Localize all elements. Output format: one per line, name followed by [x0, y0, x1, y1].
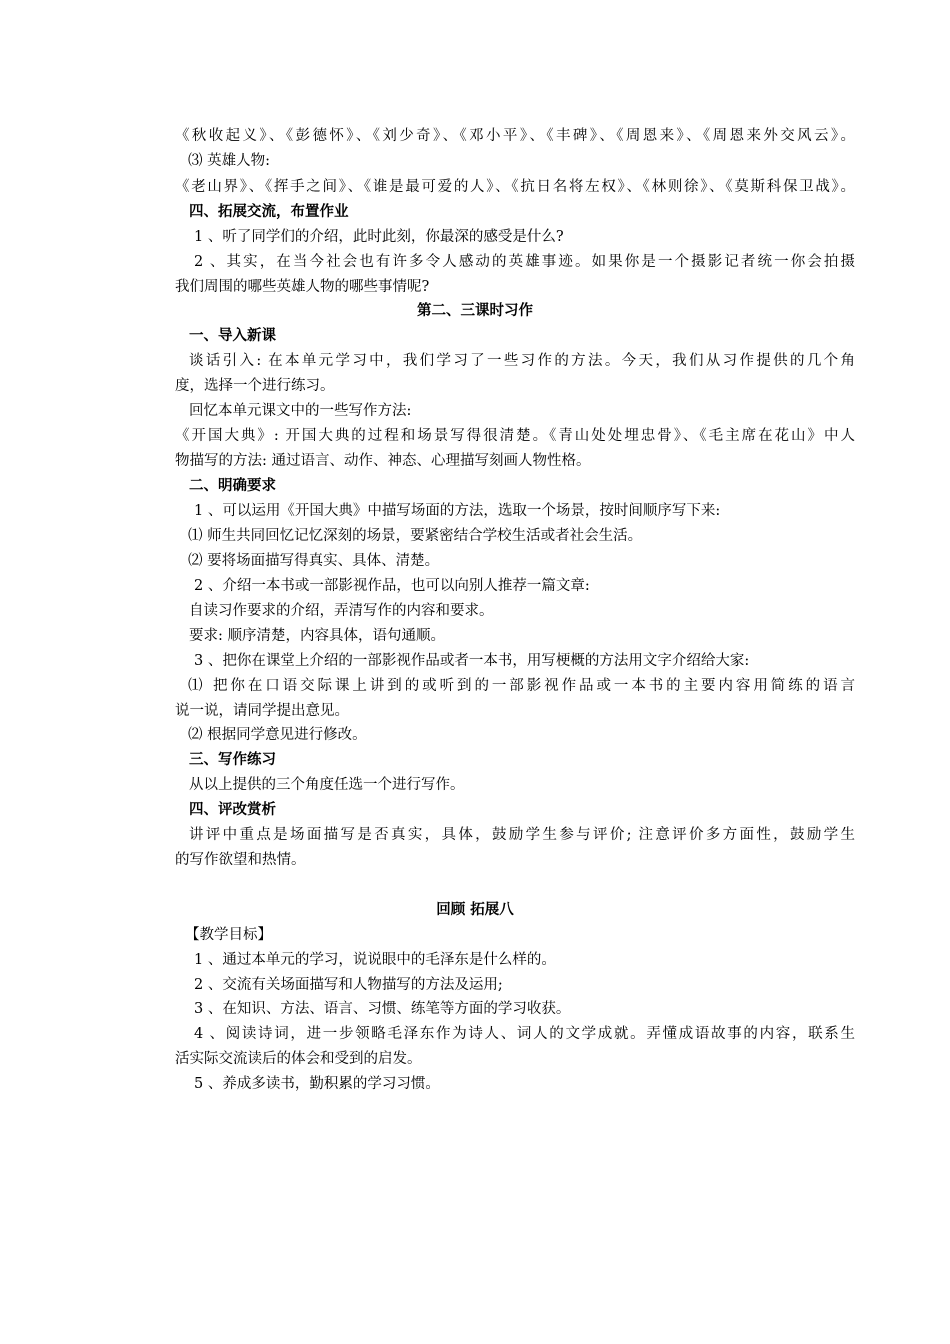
- paragraph: 说一说，请同学提出意见。: [175, 703, 349, 719]
- goal-item: 5 、养成多读书，勤积累的学习习惯。: [194, 1076, 440, 1092]
- paragraph: ⑴ 把你在口语交际课上讲到的或听到的一部影视作品或一本书的主要内容用简练的语言: [188, 678, 855, 694]
- section-heading: 四、拓展交流，布置作业: [189, 203, 349, 220]
- book-list-line: 《秋收起义》、《彭德怀》、《刘少奇》、《邓小平》、《丰碑》、《周恩来》、《周恩来外交风云》。: [175, 128, 855, 144]
- paragraph: 从以上提供的三个角度任选一个进行写作。: [189, 777, 465, 793]
- paragraph: ⑵ 根据同学意见进行修改。: [188, 727, 367, 743]
- lesson-title: 第二、三课时习作: [417, 302, 533, 319]
- goal-item: 3 、在知识、方法、语言、习惯、练笔等方面的学习收获。: [194, 1001, 571, 1017]
- paragraph: 谈话引入: 在本单元学习中，我们学习了一些习作的方法。今天，我们从习作提供的几个角: [189, 353, 855, 369]
- paragraph: 的写作欲望和热情。: [175, 852, 306, 868]
- goal-item: 活实际交流读后的体会和受到的启发。: [175, 1051, 422, 1067]
- paragraph: 1 、听了同学们的介绍，此时此刻，你最深的感受是什么?: [194, 229, 564, 245]
- section-heading: 三、写作练习: [189, 751, 276, 768]
- goal-item: 2 、交流有关场面描写和人物描写的方法及运用;: [194, 977, 503, 993]
- section-heading: 二、明确要求: [189, 477, 276, 494]
- goals-label: 【教学目标】: [185, 927, 272, 943]
- goal-item: 1 、通过本单元的学习，说说眼中的毛泽东是什么样的。: [194, 952, 556, 968]
- paragraph: 讲评中重点是场面描写是否真实，具体，鼓励学生参与评价; 注意评价多方面性，鼓励学生: [189, 827, 855, 843]
- book-list-line: 《老山界》、《挥手之间》、《谁是最可爱的人》、《抗日名将左权》、《林则徐》、《莫斯科保卫战》。: [175, 179, 855, 195]
- paragraph: ⑴ 师生共同回忆记忆深刻的场景，要紧密结合学校生活或者社会生活。: [188, 528, 643, 544]
- paragraph: 2 、其实，在当今社会也有许多令人感动的英雄事迹。如果你是一个摄影记者统一你会拍摄: [194, 254, 855, 270]
- paragraph: 要求: 顺序清楚，内容具体，语句通顺。: [189, 628, 445, 644]
- section-heading: 四、评改赏析: [189, 801, 276, 818]
- paragraph: ⑵ 要将场面描写得真实、具体、清楚。: [188, 553, 440, 569]
- paragraph: 3 、把你在课堂上介绍的一部影视作品或者一本书，用写梗概的方法用文字介绍给大家:: [194, 653, 750, 669]
- section-heading: 一、导入新课: [189, 327, 276, 344]
- paragraph: 2 、介绍一本书或一部影视作品，也可以向别人推荐一篇文章:: [194, 578, 590, 594]
- goal-item: 4 、阅读诗词，进一步领略毛泽东作为诗人、词人的文学成就。弄懂成语故事的内容，联系生: [194, 1026, 855, 1042]
- paragraph: 回忆本单元课文中的一些写作方法:: [189, 403, 412, 419]
- paragraph: 度，选择一个进行练习。: [175, 378, 335, 394]
- paragraph: 1 、可以运用《开国大典》中描写场面的方法，选取一个场景，按时间顺序写下来:: [194, 503, 721, 519]
- paragraph: 《开国大典》: 开国大典的过程和场景写得很清楚。《青山处处埋忠骨》、《毛主席在花山》中人: [175, 428, 855, 444]
- lesson-title: 回顾 拓展八: [436, 901, 514, 918]
- paragraph: 我们周围的哪些英雄人物的哪些事情呢?: [175, 279, 430, 295]
- paragraph: 自读习作要求的介绍，弄清写作的内容和要求。: [189, 603, 494, 619]
- list-item-heroes: ⑶ 英雄人物:: [188, 153, 270, 169]
- paragraph: 物描写的方法: 通过语言、动作、神态、心理描写刻画人物性格。: [175, 453, 591, 469]
